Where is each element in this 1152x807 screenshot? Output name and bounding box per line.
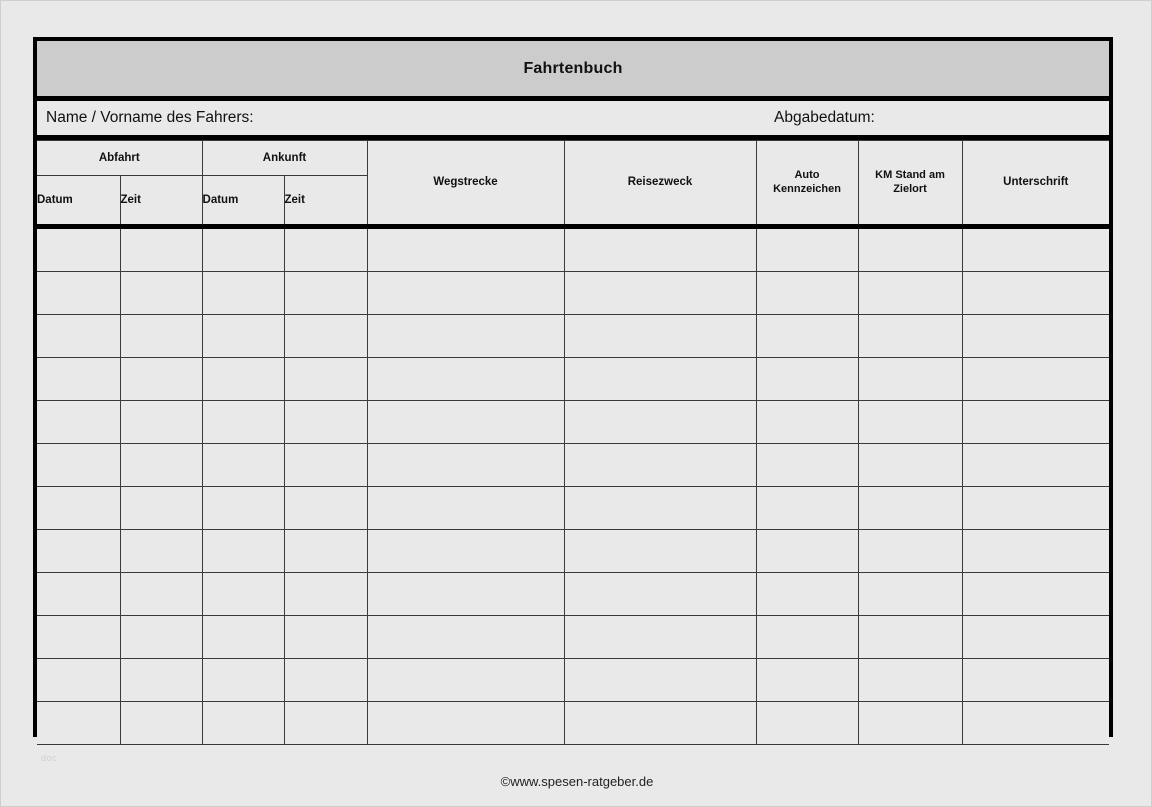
header-group-ankunft: Ankunft xyxy=(202,141,367,176)
table-cell[interactable] xyxy=(284,272,367,315)
table-cell[interactable] xyxy=(120,702,202,745)
table-cell[interactable] xyxy=(564,616,756,659)
table-cell[interactable] xyxy=(564,487,756,530)
table-cell[interactable] xyxy=(202,272,284,315)
driver-info-row xyxy=(37,101,1109,140)
header-ankunft-zeit: Zeit xyxy=(284,176,367,227)
table-cell[interactable] xyxy=(284,444,367,487)
table-cell[interactable] xyxy=(367,401,564,444)
header-unterschrift: Unterschrift xyxy=(962,141,1109,227)
table-cell[interactable] xyxy=(564,573,756,616)
table-cell[interactable] xyxy=(120,227,202,272)
table-cell[interactable] xyxy=(858,358,962,401)
table-row[interactable] xyxy=(37,315,1109,358)
table-cell[interactable] xyxy=(120,487,202,530)
table-cell[interactable] xyxy=(962,444,1109,487)
table-cell[interactable] xyxy=(564,358,756,401)
table-cell[interactable] xyxy=(858,659,962,702)
doc-watermark: doc xyxy=(41,753,58,763)
table-cell[interactable] xyxy=(202,659,284,702)
table-cell[interactable] xyxy=(284,315,367,358)
table-row[interactable] xyxy=(37,358,1109,401)
table-cell[interactable] xyxy=(858,616,962,659)
table-cell[interactable] xyxy=(367,227,564,272)
table-cell[interactable] xyxy=(120,616,202,659)
table-cell[interactable] xyxy=(284,616,367,659)
header-reisezweck: Reisezweck xyxy=(564,141,756,227)
table-cell[interactable] xyxy=(756,227,858,272)
table-cell[interactable] xyxy=(858,702,962,745)
table-cell[interactable] xyxy=(37,702,120,745)
table-cell[interactable] xyxy=(962,530,1109,573)
table-cell[interactable] xyxy=(202,530,284,573)
table-cell[interactable] xyxy=(37,659,120,702)
table-cell[interactable] xyxy=(120,272,202,315)
table-cell[interactable] xyxy=(37,401,120,444)
table-cell[interactable] xyxy=(367,272,564,315)
table-row[interactable] xyxy=(37,444,1109,487)
table-cell[interactable] xyxy=(858,487,962,530)
table-cell[interactable] xyxy=(284,227,367,272)
table-cell[interactable] xyxy=(564,444,756,487)
table-cell[interactable] xyxy=(202,358,284,401)
table-row[interactable] xyxy=(37,616,1109,659)
table-cell[interactable] xyxy=(756,659,858,702)
table-cell[interactable] xyxy=(37,530,120,573)
table-cell[interactable] xyxy=(367,487,564,530)
table-cell[interactable] xyxy=(284,702,367,745)
table-cell[interactable] xyxy=(367,659,564,702)
header-km-stand-line2: Zielort xyxy=(893,182,927,195)
table-cell[interactable] xyxy=(962,358,1109,401)
table-row[interactable] xyxy=(37,659,1109,702)
table-cell[interactable] xyxy=(756,702,858,745)
table-cell[interactable] xyxy=(858,573,962,616)
table-cell[interactable] xyxy=(756,444,858,487)
header-abfahrt-datum: Datum xyxy=(37,176,120,227)
table-cell[interactable] xyxy=(120,358,202,401)
table-cell[interactable] xyxy=(202,573,284,616)
table-cell[interactable] xyxy=(962,616,1109,659)
table-cell[interactable] xyxy=(858,227,962,272)
table-cell[interactable] xyxy=(367,444,564,487)
table-cell[interactable] xyxy=(756,315,858,358)
table-cell[interactable] xyxy=(37,315,120,358)
table-header-group-row xyxy=(37,141,1109,176)
table-cell[interactable] xyxy=(756,616,858,659)
table-cell[interactable] xyxy=(564,227,756,272)
table-cell[interactable] xyxy=(120,444,202,487)
trip-log-table xyxy=(37,140,1109,745)
header-ankunft-datum: Datum xyxy=(202,176,284,227)
header-group-abfahrt: Abfahrt xyxy=(37,141,202,176)
table-row[interactable] xyxy=(37,487,1109,530)
table-row[interactable] xyxy=(37,272,1109,315)
table-body xyxy=(37,227,1109,745)
table-cell[interactable] xyxy=(756,401,858,444)
table-cell[interactable] xyxy=(120,659,202,702)
table-cell[interactable] xyxy=(202,227,284,272)
table-cell[interactable] xyxy=(756,573,858,616)
table-cell[interactable] xyxy=(202,401,284,444)
table-row[interactable] xyxy=(37,401,1109,444)
table-cell[interactable] xyxy=(120,530,202,573)
table-cell[interactable] xyxy=(284,530,367,573)
table-cell[interactable] xyxy=(564,659,756,702)
driver-name-label: Name / Vorname des Fahrers: xyxy=(46,109,254,126)
table-cell[interactable] xyxy=(202,702,284,745)
header-abfahrt-zeit: Zeit xyxy=(120,176,202,227)
table-cell[interactable] xyxy=(37,444,120,487)
table-cell[interactable] xyxy=(756,358,858,401)
table-cell[interactable] xyxy=(37,616,120,659)
table-cell[interactable] xyxy=(37,487,120,530)
table-cell[interactable] xyxy=(284,573,367,616)
table-cell[interactable] xyxy=(962,702,1109,745)
header-auto-kennzeichen-line2: Kennzeichen xyxy=(773,182,841,195)
table-row[interactable] xyxy=(37,702,1109,745)
table-cell[interactable] xyxy=(858,401,962,444)
table-cell[interactable] xyxy=(962,272,1109,315)
table-cell[interactable] xyxy=(120,315,202,358)
table-cell[interactable] xyxy=(756,487,858,530)
table-row[interactable] xyxy=(37,530,1109,573)
table-cell[interactable] xyxy=(284,487,367,530)
table-cell[interactable] xyxy=(858,272,962,315)
table-header xyxy=(37,141,1109,227)
page-title: Fahrtenbuch xyxy=(523,59,623,77)
table-cell[interactable] xyxy=(367,616,564,659)
document-title-bar xyxy=(37,41,1109,101)
table-cell[interactable] xyxy=(564,702,756,745)
table-cell[interactable] xyxy=(564,272,756,315)
table-cell[interactable] xyxy=(284,401,367,444)
table-cell[interactable] xyxy=(962,573,1109,616)
table-cell[interactable] xyxy=(962,227,1109,272)
fahrtenbuch-sheet xyxy=(33,37,1113,737)
header-auto-kennzeichen xyxy=(756,141,858,227)
table-cell[interactable] xyxy=(858,444,962,487)
table-cell[interactable] xyxy=(962,659,1109,702)
table-cell[interactable] xyxy=(367,530,564,573)
table-cell[interactable] xyxy=(367,315,564,358)
table-cell[interactable] xyxy=(202,616,284,659)
table-cell[interactable] xyxy=(120,401,202,444)
table-cell[interactable] xyxy=(962,487,1109,530)
table-cell[interactable] xyxy=(202,444,284,487)
table-cell[interactable] xyxy=(37,358,120,401)
table-cell[interactable] xyxy=(202,315,284,358)
header-auto-kennzeichen-line1: Auto xyxy=(794,168,820,181)
table-cell[interactable] xyxy=(284,659,367,702)
table-cell[interactable] xyxy=(367,358,564,401)
table-row[interactable] xyxy=(37,227,1109,272)
credit-line: ©www.spesen-ratgeber.de xyxy=(500,774,654,789)
table-cell[interactable] xyxy=(564,315,756,358)
table-cell[interactable] xyxy=(564,401,756,444)
table-cell[interactable] xyxy=(37,272,120,315)
table-cell[interactable] xyxy=(756,530,858,573)
table-cell[interactable] xyxy=(858,315,962,358)
table-cell[interactable] xyxy=(120,573,202,616)
table-cell[interactable] xyxy=(367,702,564,745)
table-cell[interactable] xyxy=(37,573,120,616)
header-km-stand xyxy=(858,141,962,227)
header-wegstrecke: Wegstrecke xyxy=(367,141,564,227)
table-cell[interactable] xyxy=(962,401,1109,444)
header-km-stand-line1: KM Stand am xyxy=(875,168,945,181)
table-cell[interactable] xyxy=(564,530,756,573)
table-row[interactable] xyxy=(37,573,1109,616)
table-cell[interactable] xyxy=(202,487,284,530)
submission-date-label: Abgabedatum: xyxy=(774,109,875,126)
table-cell[interactable] xyxy=(756,272,858,315)
table-cell[interactable] xyxy=(858,530,962,573)
table-cell[interactable] xyxy=(367,573,564,616)
table-cell[interactable] xyxy=(284,358,367,401)
table-cell[interactable] xyxy=(962,315,1109,358)
table-cell[interactable] xyxy=(37,227,120,272)
